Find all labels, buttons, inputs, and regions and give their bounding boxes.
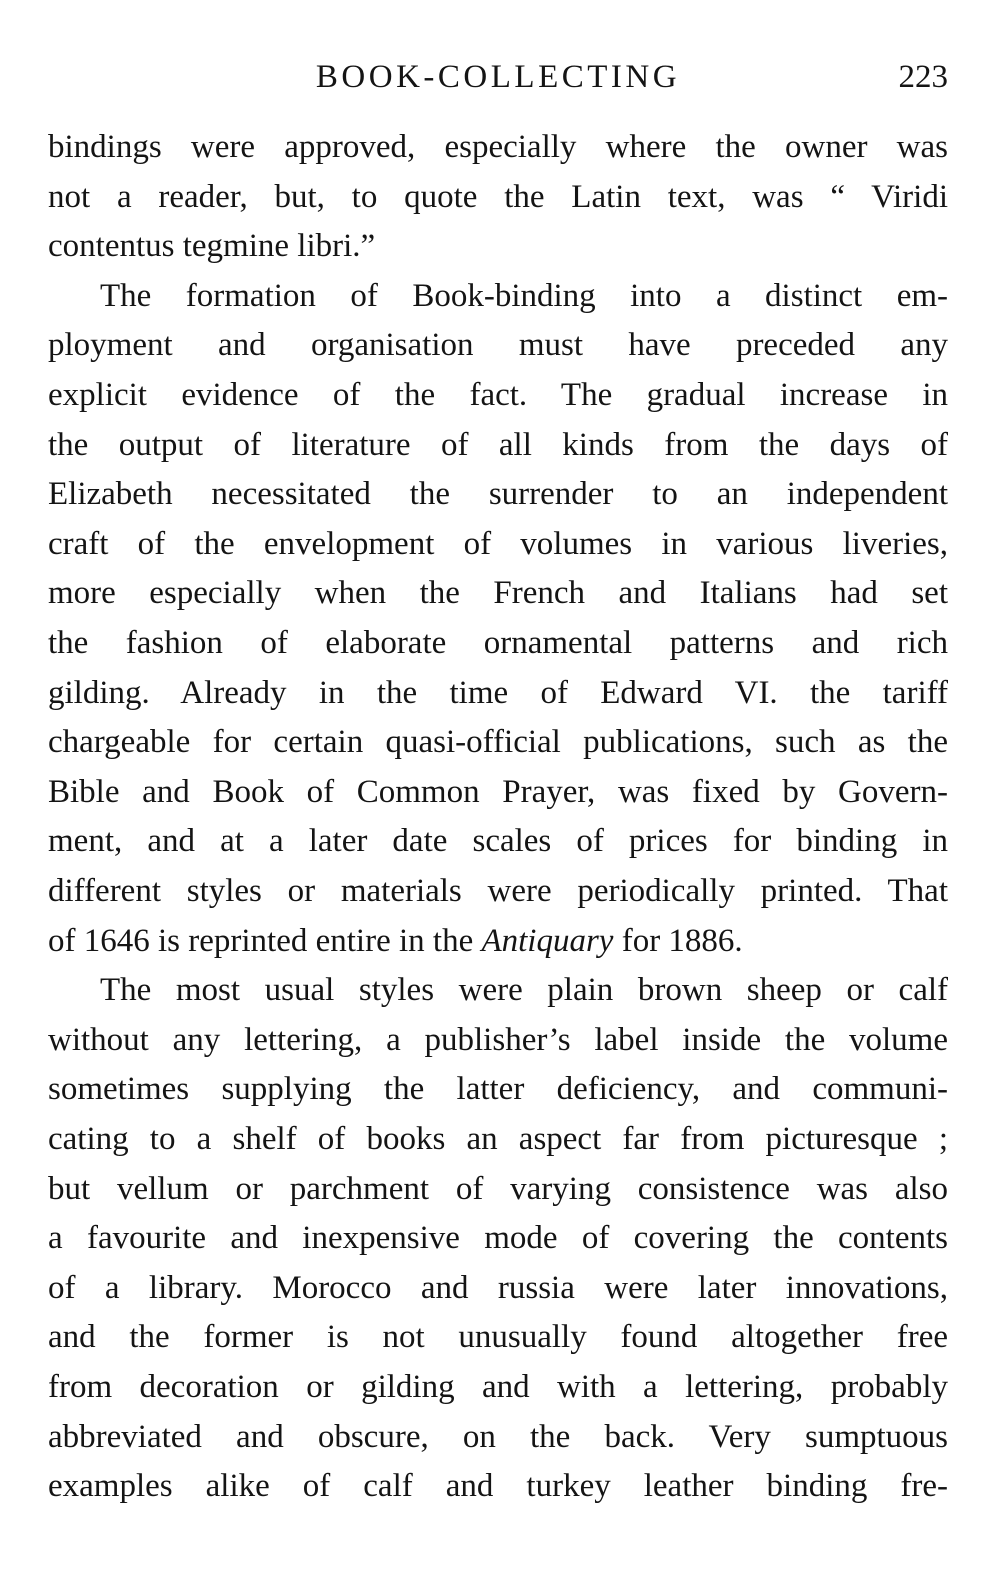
text-line-content: Bible and Book of Common Prayer, was fixed by Govern- [48, 773, 948, 810]
page-number: 223 [898, 59, 948, 95]
text-line [48, 869, 948, 913]
text-line-content: of a library. Morocco and russia were later innovations, [48, 1269, 948, 1306]
italic-title: Antiquary [481, 922, 614, 959]
text-line [48, 621, 948, 665]
text-line-content: without any lettering, a publisher’s label inside the volume [48, 1021, 948, 1058]
text-line [48, 1018, 948, 1062]
text-line-content: the output of literature of all kinds from the days of [48, 426, 948, 463]
text-line [48, 819, 948, 863]
text-line [48, 423, 948, 467]
text-line-content: the fashion of elaborate ornamental patterns and rich [48, 625, 948, 661]
text-line [48, 522, 948, 566]
text-line [48, 1266, 948, 1310]
text-line-content: a favourite and inexpensive mode of covering the contents [48, 1220, 948, 1257]
text-line-content: examples alike of calf and turkey leather binding fre- [48, 1468, 948, 1505]
text-line-content: of 1646 is reprinted entire in the [48, 922, 482, 959]
text-line-content: and the former is not unusually found altogether free [48, 1319, 948, 1356]
text-line-content: bindings were approved, especially where the owner was [48, 129, 948, 165]
text-line-content: more especially when the French and Italians had set [48, 575, 948, 612]
text-line-content: from decoration or gilding and with a lettering, probably [48, 1369, 948, 1405]
text-line-content: ment, and at a later date scales of prices for binding in [48, 823, 948, 860]
text-line-content: different styles or materials were periodically printed. That [48, 873, 948, 909]
text-line-content: but vellum or parchment of varying consistence was also [48, 1170, 948, 1207]
text-line-content: ployment and organisation must have preceded any [48, 327, 948, 364]
text-line-content: contentus tegmine libri.” [48, 228, 376, 265]
text-line [48, 175, 948, 219]
text-line [48, 323, 948, 367]
text-line [48, 671, 948, 715]
text-line-content: explicit evidence of the fact. The gradual increase in [48, 377, 948, 413]
text-line [48, 571, 948, 615]
running-head: BOOK-COLLECTING [315, 59, 681, 95]
text-line [48, 1315, 948, 1359]
text-line [100, 968, 948, 1012]
text-line [48, 919, 948, 963]
text-line [100, 274, 948, 318]
page-header [48, 53, 948, 101]
text-line [48, 1117, 948, 1161]
text-line [48, 472, 948, 516]
text-line-content: Elizabeth necessitated the surrender to an independent [48, 476, 948, 513]
text-line [48, 125, 948, 169]
text-line-content: for 1886. [613, 922, 743, 959]
text-line [48, 1415, 948, 1459]
text-line [48, 1167, 948, 1211]
text-line [48, 720, 948, 764]
text-line-content: craft of the envelopment of volumes in various liveries, [48, 525, 948, 562]
text-line-content: The formation of Book-binding into a distinct em- [100, 277, 948, 314]
text-line-content: gilding. Already in the time of Edward VI. the tariff [48, 674, 948, 711]
text-line-content: The most usual styles were plain brown sheep or calf [100, 972, 948, 1009]
text-line [48, 373, 948, 417]
text-line [48, 770, 948, 814]
text-line [48, 1464, 948, 1508]
text-line-content: chargeable for certain quasi-official publications, such as the [48, 724, 948, 761]
text-line-content: cating to a shelf of books an aspect far from picturesque ; [48, 1121, 948, 1157]
text-line [48, 1216, 948, 1260]
text-line [48, 224, 948, 268]
text-line [48, 1365, 948, 1409]
text-line [48, 1067, 948, 1111]
text-line-content: sometimes supplying the latter deficiency, and communi- [48, 1071, 948, 1108]
text-line-content: not a reader, but, to quote the Latin text, was “ Viridi [48, 178, 948, 215]
text-line-content: abbreviated and obscure, on the back. Very sumptuous [48, 1418, 948, 1455]
